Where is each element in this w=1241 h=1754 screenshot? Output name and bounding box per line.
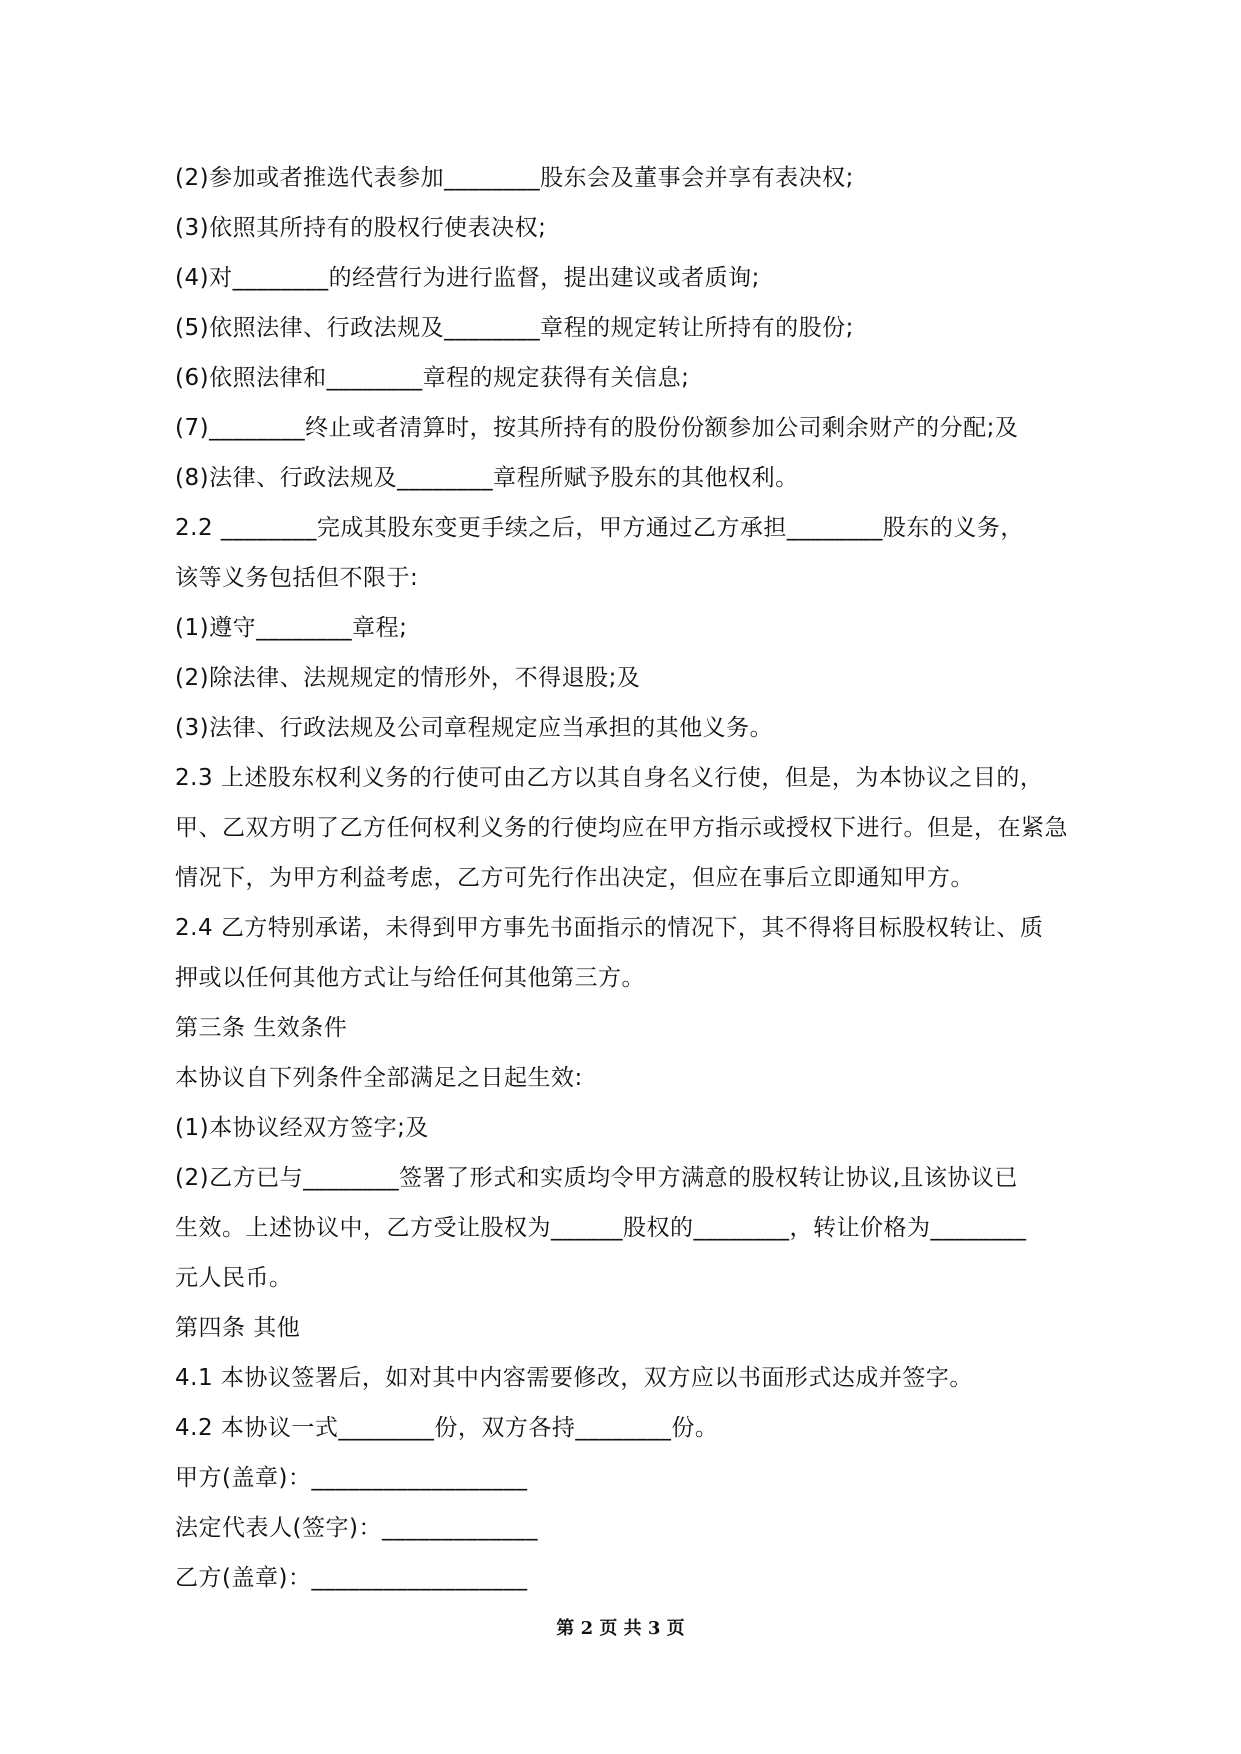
clause-line: (3)依照其所持有的股权行使表决权; bbox=[175, 215, 547, 241]
clause-line: (2)参加或者推选代表参加________股东会及董事会并享有表决权; bbox=[175, 165, 854, 191]
clause-line: 本协议自下列条件全部满足之日起生效: bbox=[175, 1065, 583, 1091]
clause-line: 该等义务包括但不限于: bbox=[175, 565, 419, 591]
section-heading: 第四条 其他 bbox=[175, 1315, 301, 1341]
clause-line: 甲、乙双方明了乙方任何权利义务的行使均应在甲方指示或授权下进行。但是，在紧急 bbox=[175, 815, 1068, 841]
clause-line: 生效。上述协议中，乙方受让股权为______股权的________，转让价格为________ bbox=[175, 1215, 1027, 1241]
clause-line: (1)遵守________章程; bbox=[175, 615, 408, 641]
clause-line: 情况下，为甲方利益考虑，乙方可先行作出决定，但应在事后立即通知甲方。 bbox=[175, 865, 974, 891]
clause-line: (8)法律、行政法规及________章程所赋予股东的其他权利。 bbox=[175, 465, 799, 491]
document-body bbox=[175, 153, 1095, 1603]
clause-line: (7)________终止或者清算时，按其所持有的股份份额参加公司剩余财产的分配;及 bbox=[175, 415, 1019, 441]
clause-line: (3)法律、行政法规及公司章程规定应当承担的其他义务。 bbox=[175, 715, 774, 741]
clause-line: 2.3 上述股东权利义务的行使可由乙方以其自身名义行使，但是，为本协议之目的， bbox=[175, 765, 1044, 791]
signature-line-legal-representative: 法定代表人(签字)：_____________ bbox=[175, 1515, 538, 1541]
clause-line: 2.4 乙方特别承诺，未得到甲方事先书面指示的情况下，其不得将目标股权转让、质 bbox=[175, 915, 1044, 941]
section-heading: 第三条 生效条件 bbox=[175, 1015, 348, 1041]
clause-line: (1)本协议经双方签字;及 bbox=[175, 1115, 429, 1141]
clause-line: (2)乙方已与________签署了形式和实质均令甲方满意的股权转让协议,且该协议已 bbox=[175, 1165, 1018, 1191]
page-number: 第 2 页 共 3 页 bbox=[556, 1618, 685, 1639]
signature-line-party-a: 甲方(盖章)：__________________ bbox=[175, 1465, 528, 1491]
clause-line: (2)除法律、法规规定的情形外，不得退股;及 bbox=[175, 665, 641, 691]
clause-line: (6)依照法律和________章程的规定获得有关信息; bbox=[175, 365, 690, 391]
clause-line: 4.1 本协议签署后，如对其中内容需要修改，双方应以书面形式达成并签字。 bbox=[175, 1365, 973, 1391]
clause-line: 2.2 ________完成其股东变更手续之后，甲方通过乙方承担________股东的义务， bbox=[175, 515, 1024, 541]
clause-line: (5)依照法律、行政法规及________章程的规定转让所持有的股份; bbox=[175, 315, 854, 341]
clause-line: (4)对________的经营行为进行监督，提出建议或者质询; bbox=[175, 265, 760, 291]
clause-line: 押或以任何其他方式让与给任何其他第三方。 bbox=[175, 965, 645, 991]
clause-line: 元人民币。 bbox=[175, 1265, 293, 1291]
clause-line: 4.2 本协议一式________份，双方各持________份。 bbox=[175, 1415, 719, 1441]
signature-line-party-b: 乙方(盖章)：__________________ bbox=[175, 1565, 528, 1591]
